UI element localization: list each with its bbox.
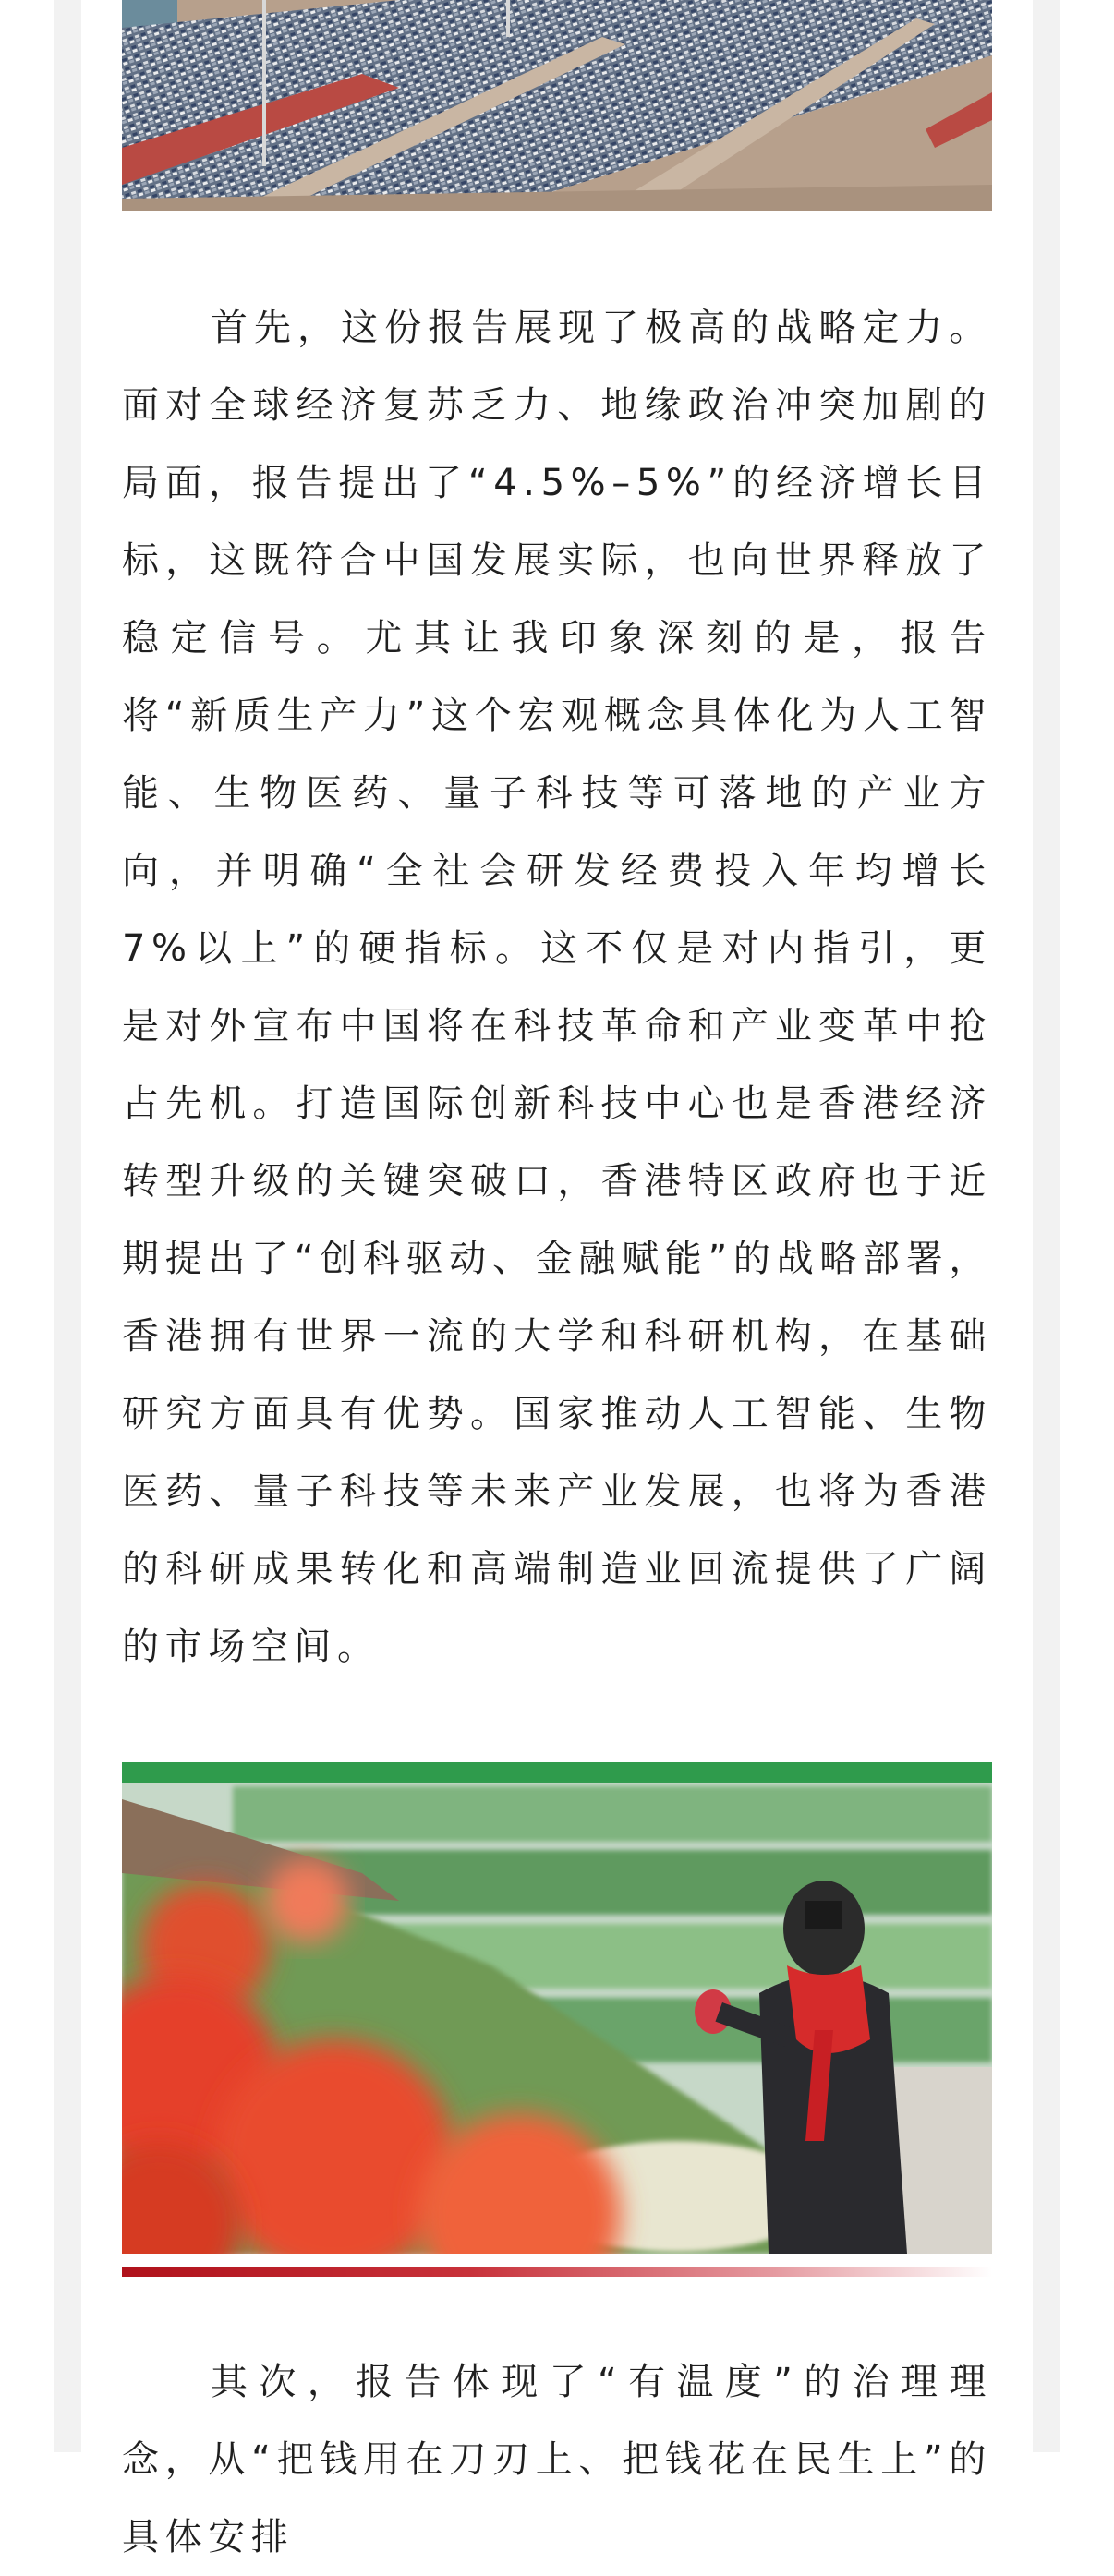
image-divider <box>122 2267 992 2277</box>
supermarket-photo <box>122 1762 992 2254</box>
article-paragraph: 其次，报告体现了“有温度”的治理理念，从“把钱用在刀刃上、把钱花在民生上”的具体安排 <box>122 2361 992 2558</box>
article-paragraph: 首先，这份报告展现了极高的战略定力。面对全球经济复苏乏力、地缘政治冲突加剧的局面，报告提出了“4.5%–5%”的经济增长目标，这既符合中国发展实际，也向世界释放了稳定信号。尤其让我印象深刻的是，报告将“新质生产力”这个宏观概念具体化为人工智能、生物医药、量子科技等可落地的产业方向，并明确“全社会研发经费投入年均增长7%以上”的硬指标。这不仅是对内指引，更是对外宣布中国将在科技革命和产业变革中抢占先机。打造国际创新科技中心也是香港经济转型升级的关键突破口，香港特区政府也于近期提出了“创科驱动、金融赋能”的战略部署，香港拥有世界一流的大学和科研机构，在基础研究方面具有优势。国家推动人工智能、生物医药、量子科技等未来产业发展，也将为香港的科研成果转化和高端制造业回流提供了广阔的市场空间。 <box>122 307 992 1668</box>
car-port-photo <box>122 0 992 211</box>
